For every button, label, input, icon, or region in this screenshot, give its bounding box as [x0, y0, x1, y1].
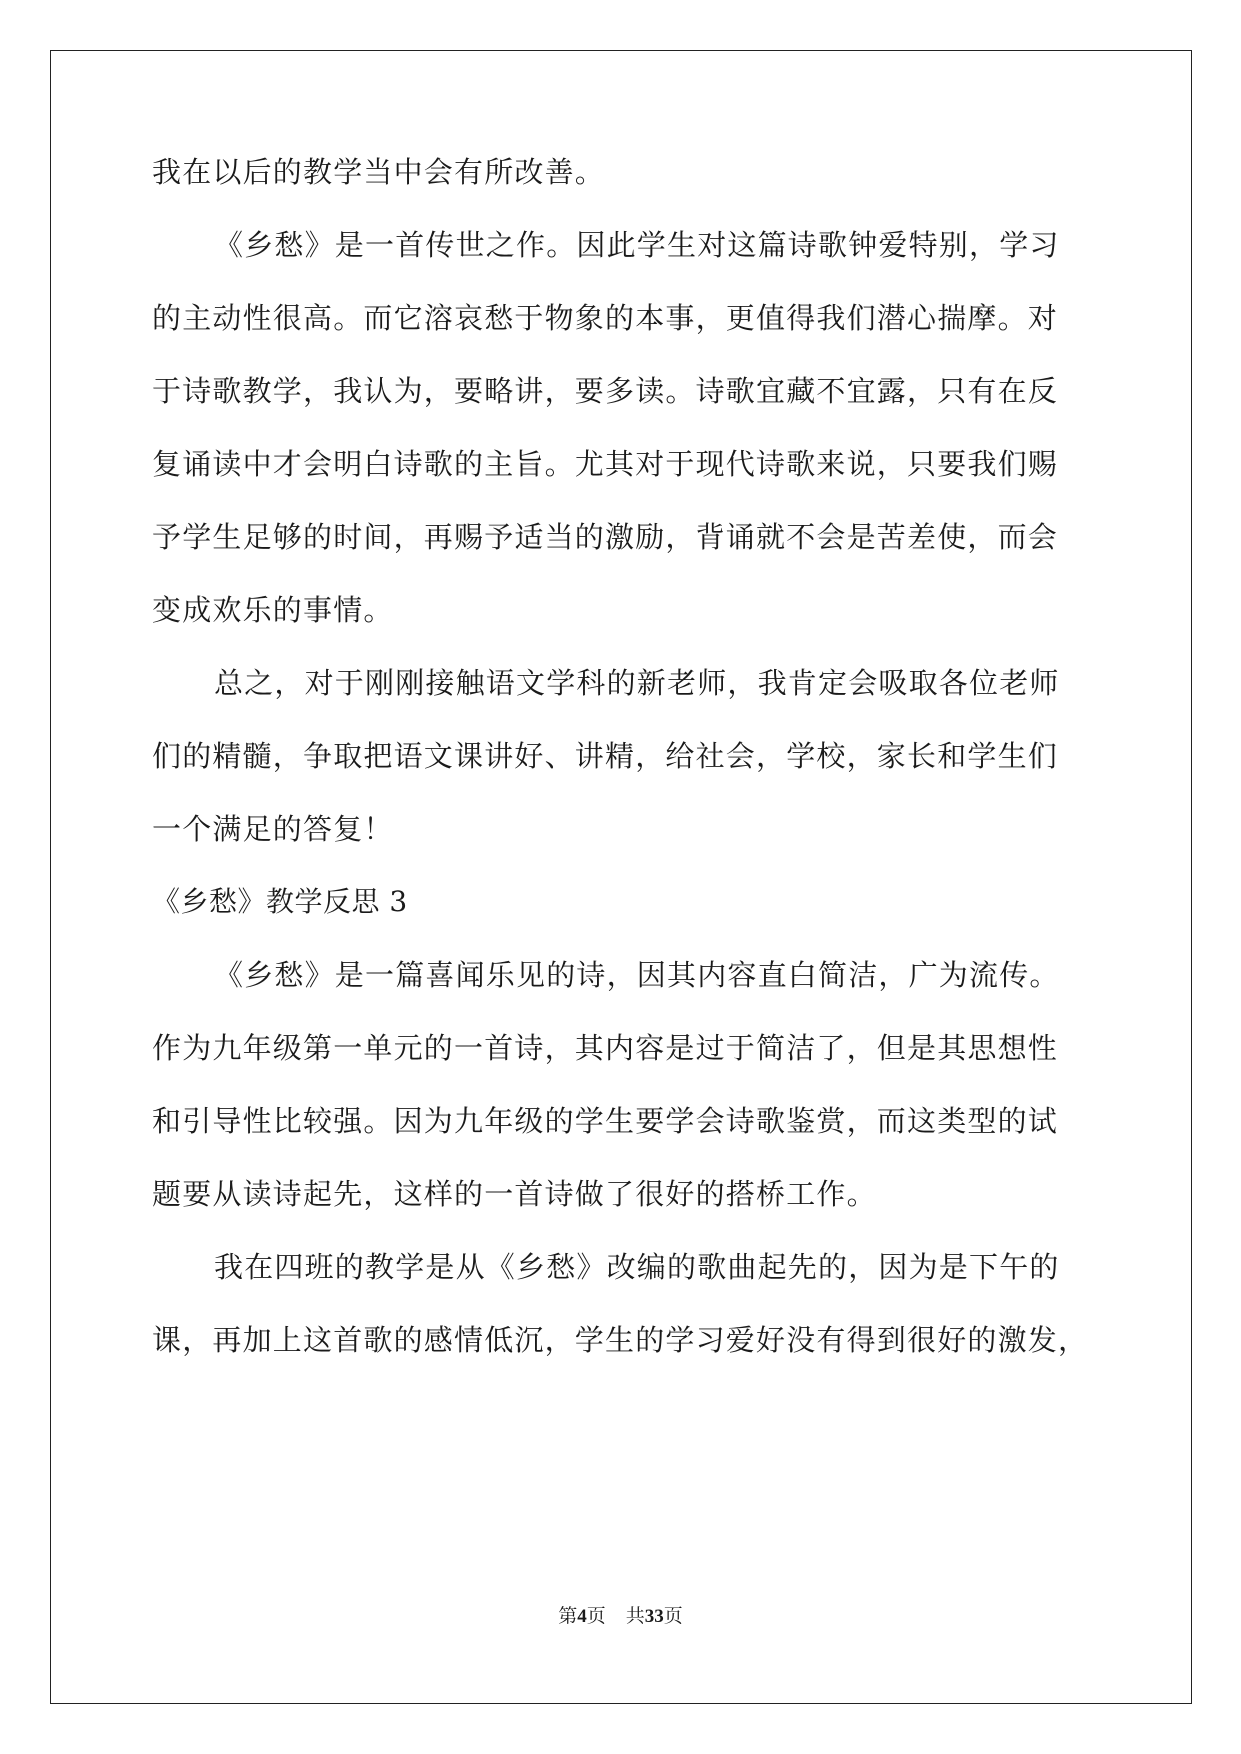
- page-prefix: 第: [558, 1605, 578, 1627]
- text-line-9: 们的精髓，争取把语文课讲好、讲精，给社会，学校，家长和学生们: [152, 739, 1059, 773]
- total-suffix: 页: [663, 1605, 683, 1627]
- text-line-2: 《乡愁》是一首传世之作。因此学生对这篇诗歌钟爱特别，学习: [214, 228, 1060, 262]
- text-line-12: 《乡愁》是一篇喜闻乐见的诗，因其内容直白简洁，广为流传。: [214, 958, 1060, 992]
- total-pages: 33: [644, 1606, 664, 1627]
- text-line-13: 作为九年级第一单元的一首诗，其内容是过于简洁了，但是其思想性: [152, 1031, 1059, 1065]
- text-line-6: 予学生足够的时间，再赐予适当的激励，背诵就不会是苦差使，而会: [152, 520, 1059, 554]
- text-line-3: 的主动性很高。而它溶哀愁于物象的本事，更值得我们潜心揣摩。对: [152, 301, 1059, 335]
- page-footer: [0, 1604, 1241, 1629]
- section-heading: 《乡愁》教学反思 3: [152, 885, 408, 918]
- total-prefix: 共: [625, 1605, 645, 1627]
- text-line-10: 一个满足的答复！: [152, 812, 394, 846]
- text-line-15: 题要从读诗起先，这样的一首诗做了很好的搭桥工作。: [152, 1177, 877, 1211]
- text-line-1: 我在以后的教学当中会有所改善。: [152, 155, 606, 189]
- text-line-4: 于诗歌教学，我认为，要略讲，要多读。诗歌宜藏不宜露，只有在反: [152, 374, 1059, 408]
- text-line-5: 复诵读中才会明白诗歌的主旨。尤其对于现代诗歌来说，只要我们赐: [152, 447, 1059, 481]
- page-suffix: 页: [586, 1605, 606, 1627]
- text-line-17: 课，再加上这首歌的感情低沉，学生的学习爱好没有得到很好的激发，: [152, 1323, 1089, 1357]
- text-line-8: 总之，对于刚刚接触语文学科的新老师，我肯定会吸取各位老师: [214, 666, 1060, 700]
- text-line-16: 我在四班的教学是从《乡愁》改编的歌曲起先的，因为是下午的: [214, 1250, 1060, 1284]
- text-line-14: 和引导性比较强。因为九年级的学生要学会诗歌鉴赏，而这类型的试: [152, 1104, 1059, 1138]
- text-line-7: 变成欢乐的事情。: [152, 593, 394, 627]
- page-number: 4: [577, 1606, 587, 1627]
